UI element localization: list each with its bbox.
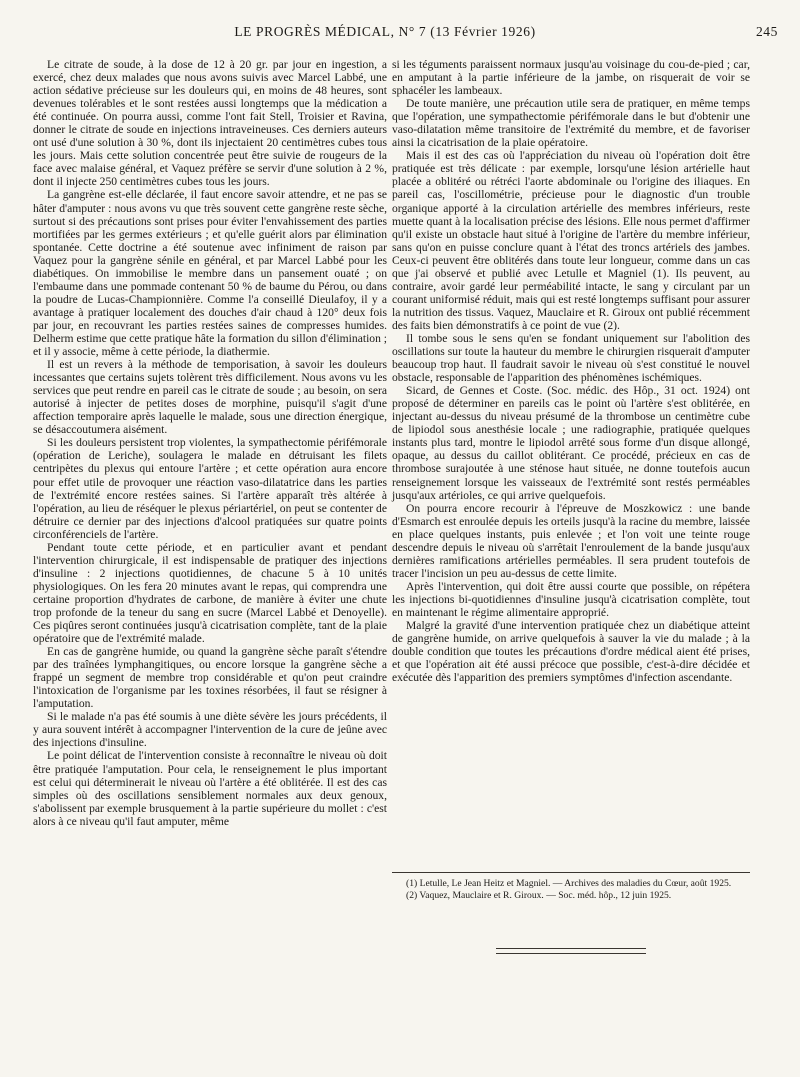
left-column — [33, 58, 387, 828]
footnote-divider — [392, 872, 750, 873]
paragraph: Le point délicat de l'intervention consiste à reconnaître le niveau où doit être pratiquée l'amputation. Pour cela, le renseignement le plus important est celui qui déterminerait le niveau où l'artère a été oblitérée. Il est des cas simples où des oscillations sensiblement normales aux deux genoux, s'abolissent par exemple brusquement à la partie supérieure du mollet : c'est alors à ce niveau qu'il faut amputer, même — [33, 749, 387, 828]
paragraph: si les téguments paraissent normaux jusqu'au voisinage du cou-de-pied ; car, en amputant à la partie inférieure de la jambe, on risquerait de voir se sphacéler les lambeaux. — [392, 58, 750, 98]
paragraph: Mais il est des cas où l'appréciation du niveau où l'opération doit être pratiquée est très délicate : par exemple, lorsqu'une lésion artérielle haut placée a oblitéré ou rétréci l'aorte abdominale ou l'origine des iliaques. En pareil cas, l'oscillométrie, précieuse pour le diagnostic d'un trouble organique apporté à la circulation artérielle des membres inférieurs, reste muette quant à la localisation précise des lésions. Elle nous permet d'affirmer qu'il existe un obstacle haut situé à l'origine de l'artère du membre inférieur, sans qu'on en puisse conclure quant à l'état des troncs artériels des jambes. Ceux-ci peuvent être oblitérés dans toute leur longueur, comme dans un cas que j'ai observé et publié avec Letulle et Magniel (1). Ils peuvent, au contraire, avoir gardé leur perméabilité intacte, le sang y circulant par un courant uniformisé réduit, mais qui est resté longtemps suffisant pour assurer la nutrition des tissus. Vaquez, Mauclaire et R. Giroux ont publié récemment des faits bien démonstratifs à ce point de vue (2). — [392, 149, 750, 332]
paragraph: La gangrène est-elle déclarée, il faut encore savoir attendre, et ne pas se hâter d'amputer : nous avons vu que très souvent cette gangrène reste sèche, surtout si des précautions sont prises pour éviter l'envahissement des parties mortifiées par les germes extérieurs ; et qu'elle guérit alors par élimination spontanée. Cette doctrine a été soutenue avec infiniment de raison par Vaquez pour la gangrène sénile en général, et par Marcel Labbé pour les diabétiques. On immobilise le membre dans un pansement ouaté ; on l'embaume dans une pommade contenant 50 % de baume du Pérou, ou dans la poudre de Lucas-Championnière. Comme l'a conseillé Dieulafoy, il y a avantage à pratiquer localement des douches d'air chaud à 120° deux fois par jour, en recouvrant les parties restées saines de compresses humides. Delherm estime que cette pratique hâte la formation du sillon d'élimination ; et il y associe, même à cette période, la diathermie. — [33, 188, 387, 359]
paragraph: Il tombe sous le sens qu'en se fondant uniquement sur l'abolition des oscillations sur toute la hauteur du membre le chirurgien risquerait d'amputer beaucoup trop haut. Il faudrait savoir le niveau où s'est constitué le nouvel obstacle, responsable de l'apparition des phénomènes ischémiques. — [392, 331, 750, 385]
paragraph: Pendant toute cette période, et en particulier avant et pendant l'intervention chirurgicale, il est indispensable de pratiquer des injections d'insuline : 2 injections quotidiennes, de chacune 5 à 10 unités physiologiques. On les fera 20 minutes avant le repas, qui comprendra une certaine proportion d'hydrates de carbone, de manière à éviter une chute trop profonde de la teneur du sang en sucre (Marcel Labbé et Denoyelle). Ces piqûres seront continuées jusqu'à cicatrisation complète, tant de la plaie opératoire que de l'extrémité malade. — [33, 540, 387, 646]
paragraph: Malgré la gravité d'une intervention pratiquée chez un diabétique atteint de gangrène humide, on arrive quelquefois à sauver la vie du malade ; à la double condition que toutes les précautions d'ordre médical aient été prises, et que l'opération ait été aussi précoce que possible, c'est-à-dire décidée et exécutée dès l'apparition des premiers symptômes d'infection ascendante. — [392, 619, 750, 685]
running-header — [30, 24, 780, 44]
running-title: LE PROGRÈS MÉDICAL, N° 7 (13 Février 1926) — [234, 24, 536, 39]
paragraph: Le citrate de soude, à la dose de 12 à 20 gr. par jour en ingestion, a exercé, chez deux malades que nous avons suivis avec Marcel Labbé, une action sédative précieuse sur les douleurs qui, en moins de 48 heures, sont devenues tolérables et le sont restées aussi longtemps que la médication a été continuée. On pourra aussi, comme l'ont fait Stell, Troisier et Ravina, donner le citrate de soude en injections intraveineuses. Ces derniers auteurs ont usé d'une solution à 30 %, dont ils injectaient 20 centimètres cubes tous les jours. Mais cette solution concentrée peut être suivie de rougeurs de la face avec malaise général, et Vaquez préfère se servir d'une solution à 2 %, dont il injecte 250 centimètres cubes tous les jours. — [33, 58, 387, 189]
page-number: 245 — [755, 24, 778, 39]
footnotes — [392, 878, 750, 902]
right-column — [392, 58, 750, 684]
footnote: (2) Vaquez, Mauclaire et R. Giroux. — Soc. méd. hôp., 12 juin 1925. — [406, 890, 672, 901]
paragraph: Il est un revers à la méthode de temporisation, à savoir les douleurs incessantes que certains sujets tolèrent très difficilement. Nous avons vu les services que peut rendre en pareil cas le citrate de soude ; au besoin, on sera autorisé à injecter de petites doses de morphine, puisqu'il s'agit d'une affection temporaire après laquelle le malade, sous une direction énergique, se désaccoutumera aisément. — [33, 358, 387, 437]
paragraph: De toute manière, une précaution utile sera de pratiquer, en même temps que l'opération, une sympathectomie périfémorale dans le but d'obtenir une vaso-dilatation même transitoire de l'extrémité du membre, et de favoriser ainsi la cicatrisation de la plaie opératoire. — [392, 97, 750, 150]
paragraph: Après l'intervention, qui doit être aussi courte que possible, on répétera les injections bi-quotidiennes d'insuline jusqu'à cicatrisation complète, tout en maintenant le régime alimentaire approprié. — [392, 579, 750, 619]
paragraph: On pourra encore recourir à l'épreuve de Moszkowicz : une bande d'Esmarch est enroulée depuis les orteils jusqu'à la racine du membre, laissée en place quelques instants, puis enlevée ; et l'on voit une teinte rouge descendre depuis le niveau où s'arrêtait l'enroulement de la bande jusqu'aux dernières ramifications artérielles perméables. Il sera prudent toutefois de tracer l'incision un peu au-dessus de cette limite. — [392, 501, 750, 580]
paragraph: Si le malade n'a pas été soumis à une diète sévère les jours précédents, il y aura souvent intérêt à accompagner l'intervention de la cure de jeûne avec des injections d'insuline. — [33, 710, 387, 750]
paragraph: En cas de gangrène humide, ou quand la gangrène sèche paraît s'étendre par des traînées lymphangitiques, ou encore lorsque la gangrène sèche a frappé un segment de membre trop considérable et qu'on peut craindre l'intoxication de l'organisme par les toxines résorbées, il faut se résigner à l'amputation. — [33, 645, 387, 711]
paragraph: Si les douleurs persistent trop violentes, la sympathectomie périfémorale (opération de Leriche), soulagera le malade en détruisant les filets centripètes du plexus qui entoure l'artère ; et cette opération aura encore pour effet utile de provoquer une réaction vaso-dilatatrice dans les parties de l'extrémité encore restées saines. Si l'artère apparaît très altérée à l'opération, au lieu de réséquer le plexus périartériel, on peut se contenter de détruire ce dernier par des injections d'alcool pratiquées sur quatre points circonférenciels de l'artère. — [33, 436, 387, 541]
paragraph: Sicard, de Gennes et Coste. (Soc. médic. des Hôp., 31 oct. 1924) ont proposé de déterminer en pareils cas le point où l'artère s'est oblitérée, en injectant au-dessus du niveau présumé de la thrombose un centimètre cube de lipiodol sous anesthésie locale ; une radiographie, pratiquée quelques instants plus tard, montre le lipiodol arrêté sous forme d'un disque allongé, opaque, au dessus du caillot oblitérant. Ce procédé, précieux en cas de thrombose surajoutée à une sténose haut située, ne donne toutefois aucun renseignement lorsque les vaisseaux de l'extrémité sont restés perméables jusqu'aux artérioles, ce qui arrive quelquefois. — [392, 384, 750, 502]
footnote: (1) Letulle, Le Jean Heitz et Magniel. — Archives des maladies du Cœur, août 1925. — [406, 878, 732, 889]
end-of-article-rule — [496, 948, 646, 954]
